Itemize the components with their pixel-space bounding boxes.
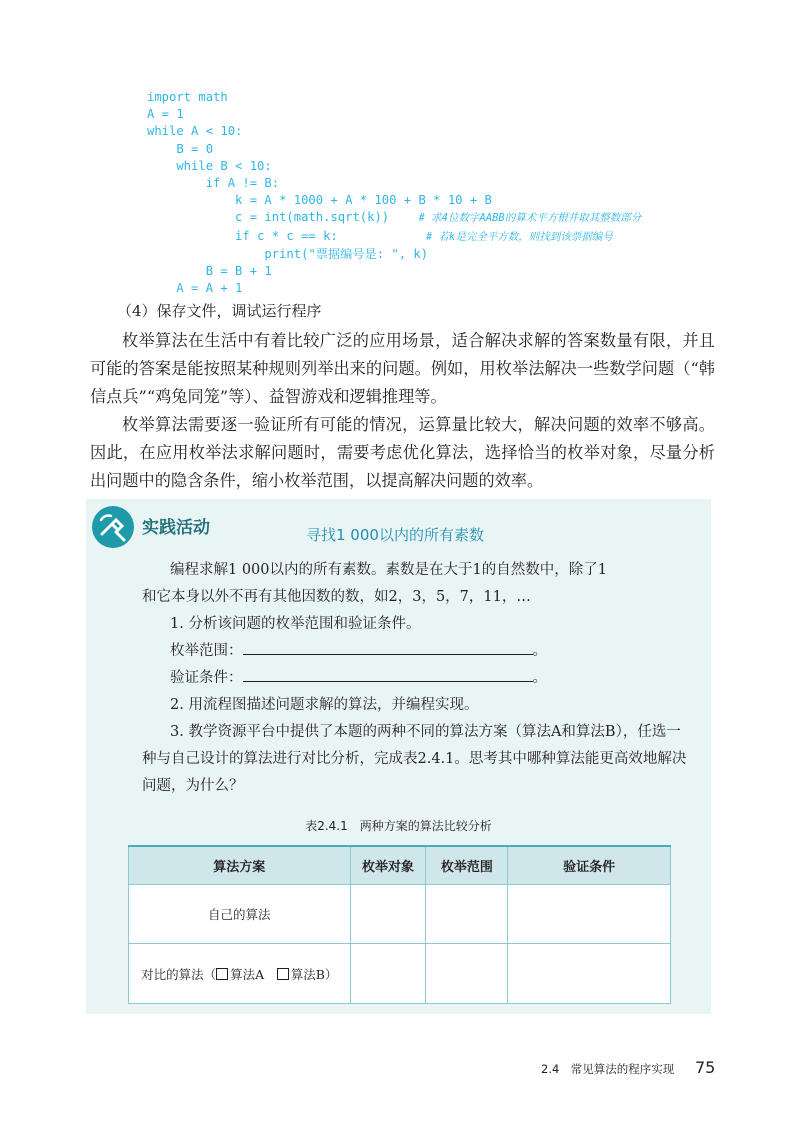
row-label-text: 对比的算法（ xyxy=(141,966,217,982)
activity-icon xyxy=(92,506,134,548)
activity-text: 编程求解1 000以内的所有素数。素数是在大于1的自然数中，除了1 xyxy=(170,562,607,578)
table-header-row xyxy=(129,846,671,885)
paragraph: 枚举算法需要逐一验证所有可能的情况，运算量比较大，解决问题的效率不够高。因此，在应用枚举法求解问题时，需要考虑优化算法，选择恰当的枚举对象，尽量分析出问题中的隐含条件，缩小枚举范围，以提高解决问题的效率。 xyxy=(90,415,715,490)
activity-task: 1. 分析该问题的枚举范围和验证条件。 xyxy=(170,616,421,632)
activity-label: 实践活动 xyxy=(142,518,210,538)
option-b-label: 算法B xyxy=(290,966,325,982)
code-line: A = A + 1 xyxy=(147,281,243,296)
table-caption: 表2.4.1 两种方案的算法比较分析 xyxy=(305,819,492,833)
code-comment: # 若k是完全平方数，则找到该票据编号 xyxy=(425,230,613,243)
code-line: import math xyxy=(147,90,228,104)
footer-section: 2.4 常见算法的程序实现 xyxy=(541,1062,675,1076)
row-label xyxy=(129,944,351,1004)
table-cell[interactable] xyxy=(350,944,426,1004)
table-header: 算法方案 xyxy=(129,846,351,885)
code-line: k = A * 1000 + A * 100 + B * 10 + B xyxy=(147,193,492,208)
code-line: if A != B: xyxy=(147,176,280,191)
condition-label: 验证条件： xyxy=(170,670,243,686)
activity-task: 2. 用流程图描述问题求解的算法，并编程实现。 xyxy=(170,697,479,713)
table-cell[interactable] xyxy=(350,885,426,944)
code-line: while B < 10: xyxy=(147,158,272,173)
end-mark: 。 xyxy=(532,643,547,659)
table-cell[interactable] xyxy=(426,885,508,944)
checkbox-b[interactable] xyxy=(277,968,289,980)
activity-task: 3. 教学资源平台中提供了本题的两种不同的算法方案（算法A和算法B），任选一种与自己设计的算法进行对比分析，完成表2.4.1。思考其中哪种算法能更高效地解决问题，为什么？ xyxy=(142,724,687,794)
end-mark: 。 xyxy=(532,670,547,686)
range-fill-line xyxy=(142,638,692,665)
code-line: A = 1 xyxy=(147,107,184,122)
option-a-label: 算法A xyxy=(230,966,265,982)
code-comment: # 求4位数字AABB的算术平方根并取其整数部分 xyxy=(418,212,642,225)
table-cell[interactable] xyxy=(426,944,508,1004)
step-heading: （4）保存文件，调试运行程序 xyxy=(117,302,322,320)
range-blank[interactable] xyxy=(243,640,533,655)
table-header: 枚举对象 xyxy=(350,846,426,885)
code-line: c = int(math.sqrt(k)) xyxy=(147,210,390,225)
activity-body xyxy=(142,557,692,800)
paragraph: 枚举算法在生活中有着比较广泛的应用场景，适合解决求解的答案数量有限，并且可能的答案是能按照某种规则列举出来的问题。例如，用枚举法解决一些数学问题（“韩信点兵”“鸡兔同笼”等）、益智游戏和逻辑推理等。 xyxy=(90,331,715,406)
table-cell[interactable] xyxy=(508,944,671,1004)
code-line: B = B + 1 xyxy=(147,264,272,279)
table-row xyxy=(129,885,671,944)
table-cell[interactable] xyxy=(508,885,671,944)
checkbox-a[interactable] xyxy=(216,968,228,980)
table-row xyxy=(129,944,671,1004)
table-header: 枚举范围 xyxy=(426,846,508,885)
activity-text: 和它本身以外不再有其他因数的数，如2，3，5，7，11，… xyxy=(142,589,531,605)
table-header: 验证条件 xyxy=(508,846,671,885)
range-label: 枚举范围： xyxy=(170,643,243,659)
activity-title: 寻找1 000以内的所有素数 xyxy=(306,526,484,544)
practice-activity-box xyxy=(86,499,711,1014)
code-line: B = 0 xyxy=(147,141,214,156)
comparison-table xyxy=(128,845,671,1004)
condition-blank[interactable] xyxy=(243,667,533,682)
row-label: 自己的算法 xyxy=(129,885,351,944)
condition-fill-line xyxy=(142,665,692,692)
page-number: 75 xyxy=(695,1058,716,1077)
code-line: while A < 10: xyxy=(147,124,243,139)
code-line: print("票据编号是: ", k) xyxy=(147,246,429,261)
row-label-text: ） xyxy=(324,966,338,982)
code-line: if c * c == k: xyxy=(147,228,338,243)
code-listing xyxy=(147,89,641,297)
